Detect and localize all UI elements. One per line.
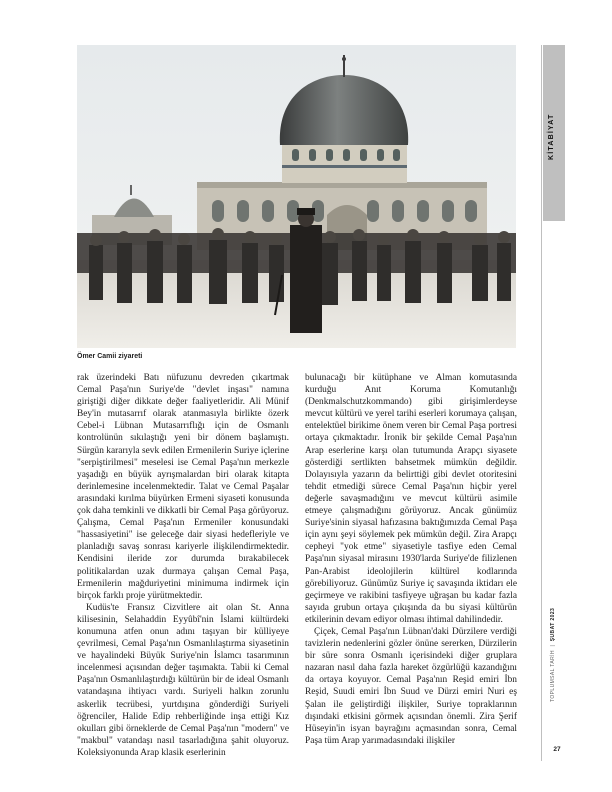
article-column-right xyxy=(305,372,517,747)
magazine-name: TOPLUMSAL TARİH xyxy=(550,650,556,702)
dome-of-the-rock-photo xyxy=(77,45,516,348)
magazine-footer: TOPLUMSAL TARİH | ŞUBAT 2023 xyxy=(550,607,556,702)
section-label: KİTABİYAT xyxy=(548,113,555,160)
issue-date: ŞUBAT 2023 xyxy=(550,607,556,642)
photo-caption: Ömer Camii ziyareti xyxy=(77,353,143,360)
paragraph: Kudüs'te Fransız Cizvitlere ait olan St. Anna kilisesinin, Selahaddin Eyyûbî'nin İslami kültürdeki konumuna atfen onun adını taşıyan bir külliyeye çevrilmesi, Cemal Paşa'nın Osmanlılaştırma siyasetinin ve hayalindeki Büyük Suriye'nin İslamcı tasarımının incelenmesi açısından değer taşımakta. Tabii ki Cemal Paşa'nın Osmanlılaştırdığı kültürün bir de ideal Osmanlı vatandaşına ihtiyacı vardı. Suriyeli halkın zorunlu askerlik tecrübesi, yurtdışına gönderdiği Suriyeli öğrenciler, Halide Edip rehberliğinde inşa ettiği Kız okulları gibi örneklerde de Cemal Paşa'nın "modern" ve "makbul" vatandaşı nasıl tasarladığına şahit oluyoruz. Koleksiyonunda Arap klasik eserlerinin xyxy=(77,602,289,758)
paragraph: rak üzerindeki Batı nüfuzunu devreden çıkartmak Cemal Paşa'nın Suriye'de "devlet inşası" namına giriştiği diğer dikkate değer faaliyetleridir. Ali Münif Bey'in mutasarrıf olarak atanmasıyla birlikte özerk Cebel-i Lübnan Mutasarrıflığı için de Osmanlı kontrolünün sıkılaştığı yeni bir dönem başlamıştı. Sürgün kararıyla sevk edilen Ermenilerin Suriye içlerine "serpiştirilmesi" meselesi ise Cemal Paşa'nın merkezle yaşadığı en büyük ayrışmalardan biri olarak kitapta derinlemesine incelenmektedir. Talat ve Cemal Paşalar arasındaki kırılma büyürken Ermeni siyaseti konusunda çok daha temkinli ve dikkatli bir Cemal Paşa görüyoruz. Çalışma, Cemal Paşa'nın Ermeniler konusundaki "hassasiyetini" ise geleceğe dair siyasi hedefleriyle ve planladığı savaş sonrası kariyerle ilişkilendirmektedir. Kendisini ileride zor durumda bırakabilecek politikalardan uzak durmaya çalışan Cemal Paşa, Ermenilerin mağduriyetini minimuma indirmek için birçok farklı proje yürütmektedir. xyxy=(77,373,289,601)
article-column-left xyxy=(77,372,289,759)
paragraph: bulunacağı bir kütüphane ve Alman komutasında kurduğu Anıt Koruma Komutanlığı (Denkmalschutzkommando) gibi girişimlerdeyse mevcut kültürü ve yerel tarihi eserleri korumaya çalışan, entelektüel birikime önem veren bir Cemal Paşa portresi ortaya çıkmaktadır. İronik bir şekilde Cemal Paşa'nın Arap eserlerine karşı olan tutumunda Arapçı siyasete gösterdiği sertlikten bahsetmek mümkün değildir. Dolayısıyla yazarın da belirttiği gibi devlet otoritesini tehdit etmediği sürece Cemal Paşa'nın hiçbir yerel değerle savaşmadığını ve mevcut kültürü asimile etmeye çalışmadığını görüyoruz. Ancak günümüz Suriye'sinin siyasal hafızasına baktığımızda Cemal Paşa için aynı şeyi söylemek pek mümkün değil. Zira Arapçı cepheyi "yok etme" siyasetiyle tasfiye eden Cemal Paşa'nın siyasal mirasını 1930'larda Suriye'de filizlenen Pan-Arabist ideolojilerin kültürel kodlarında görebiliyoruz. Günümüz Suriye iç savaşında iktidarı ele geçirmeye ve rakibini tasfiyeye uğraşan bu kadar fazla sayıda grubun ortaya çıkışında da bu siyasi kültürün etkilerinin devam ediyor olması ihtimal dahilindedir. xyxy=(305,373,517,625)
page-number: 27 xyxy=(553,746,561,753)
paragraph: Çiçek, Cemal Paşa'nın Lübnan'daki Dürzilere verdiği tavizlerin nedenlerini gözler önüne sererken, Dürzilerin bir süre sonra Osmanlı içerisindeki diğer gruplara nazaran nasıl daha fazla hareket özgürlüğü kazandığını da ortaya koyuyor. Cemal Paşa'nın Reşid emiri İbn Reşid, Suudi emiri İbn Suud ve Dürzi emiri Nuri eş Şalan ile geliştirdiği ilişkiler, Suriye topraklarının dışındaki etkisini görmek açısından önemli. Zira Şerif Hüseyin'in isyan bayrağını açmasından sonra, Cemal Paşa tüm Arap yarımadasındaki ilişkiler xyxy=(305,626,517,746)
